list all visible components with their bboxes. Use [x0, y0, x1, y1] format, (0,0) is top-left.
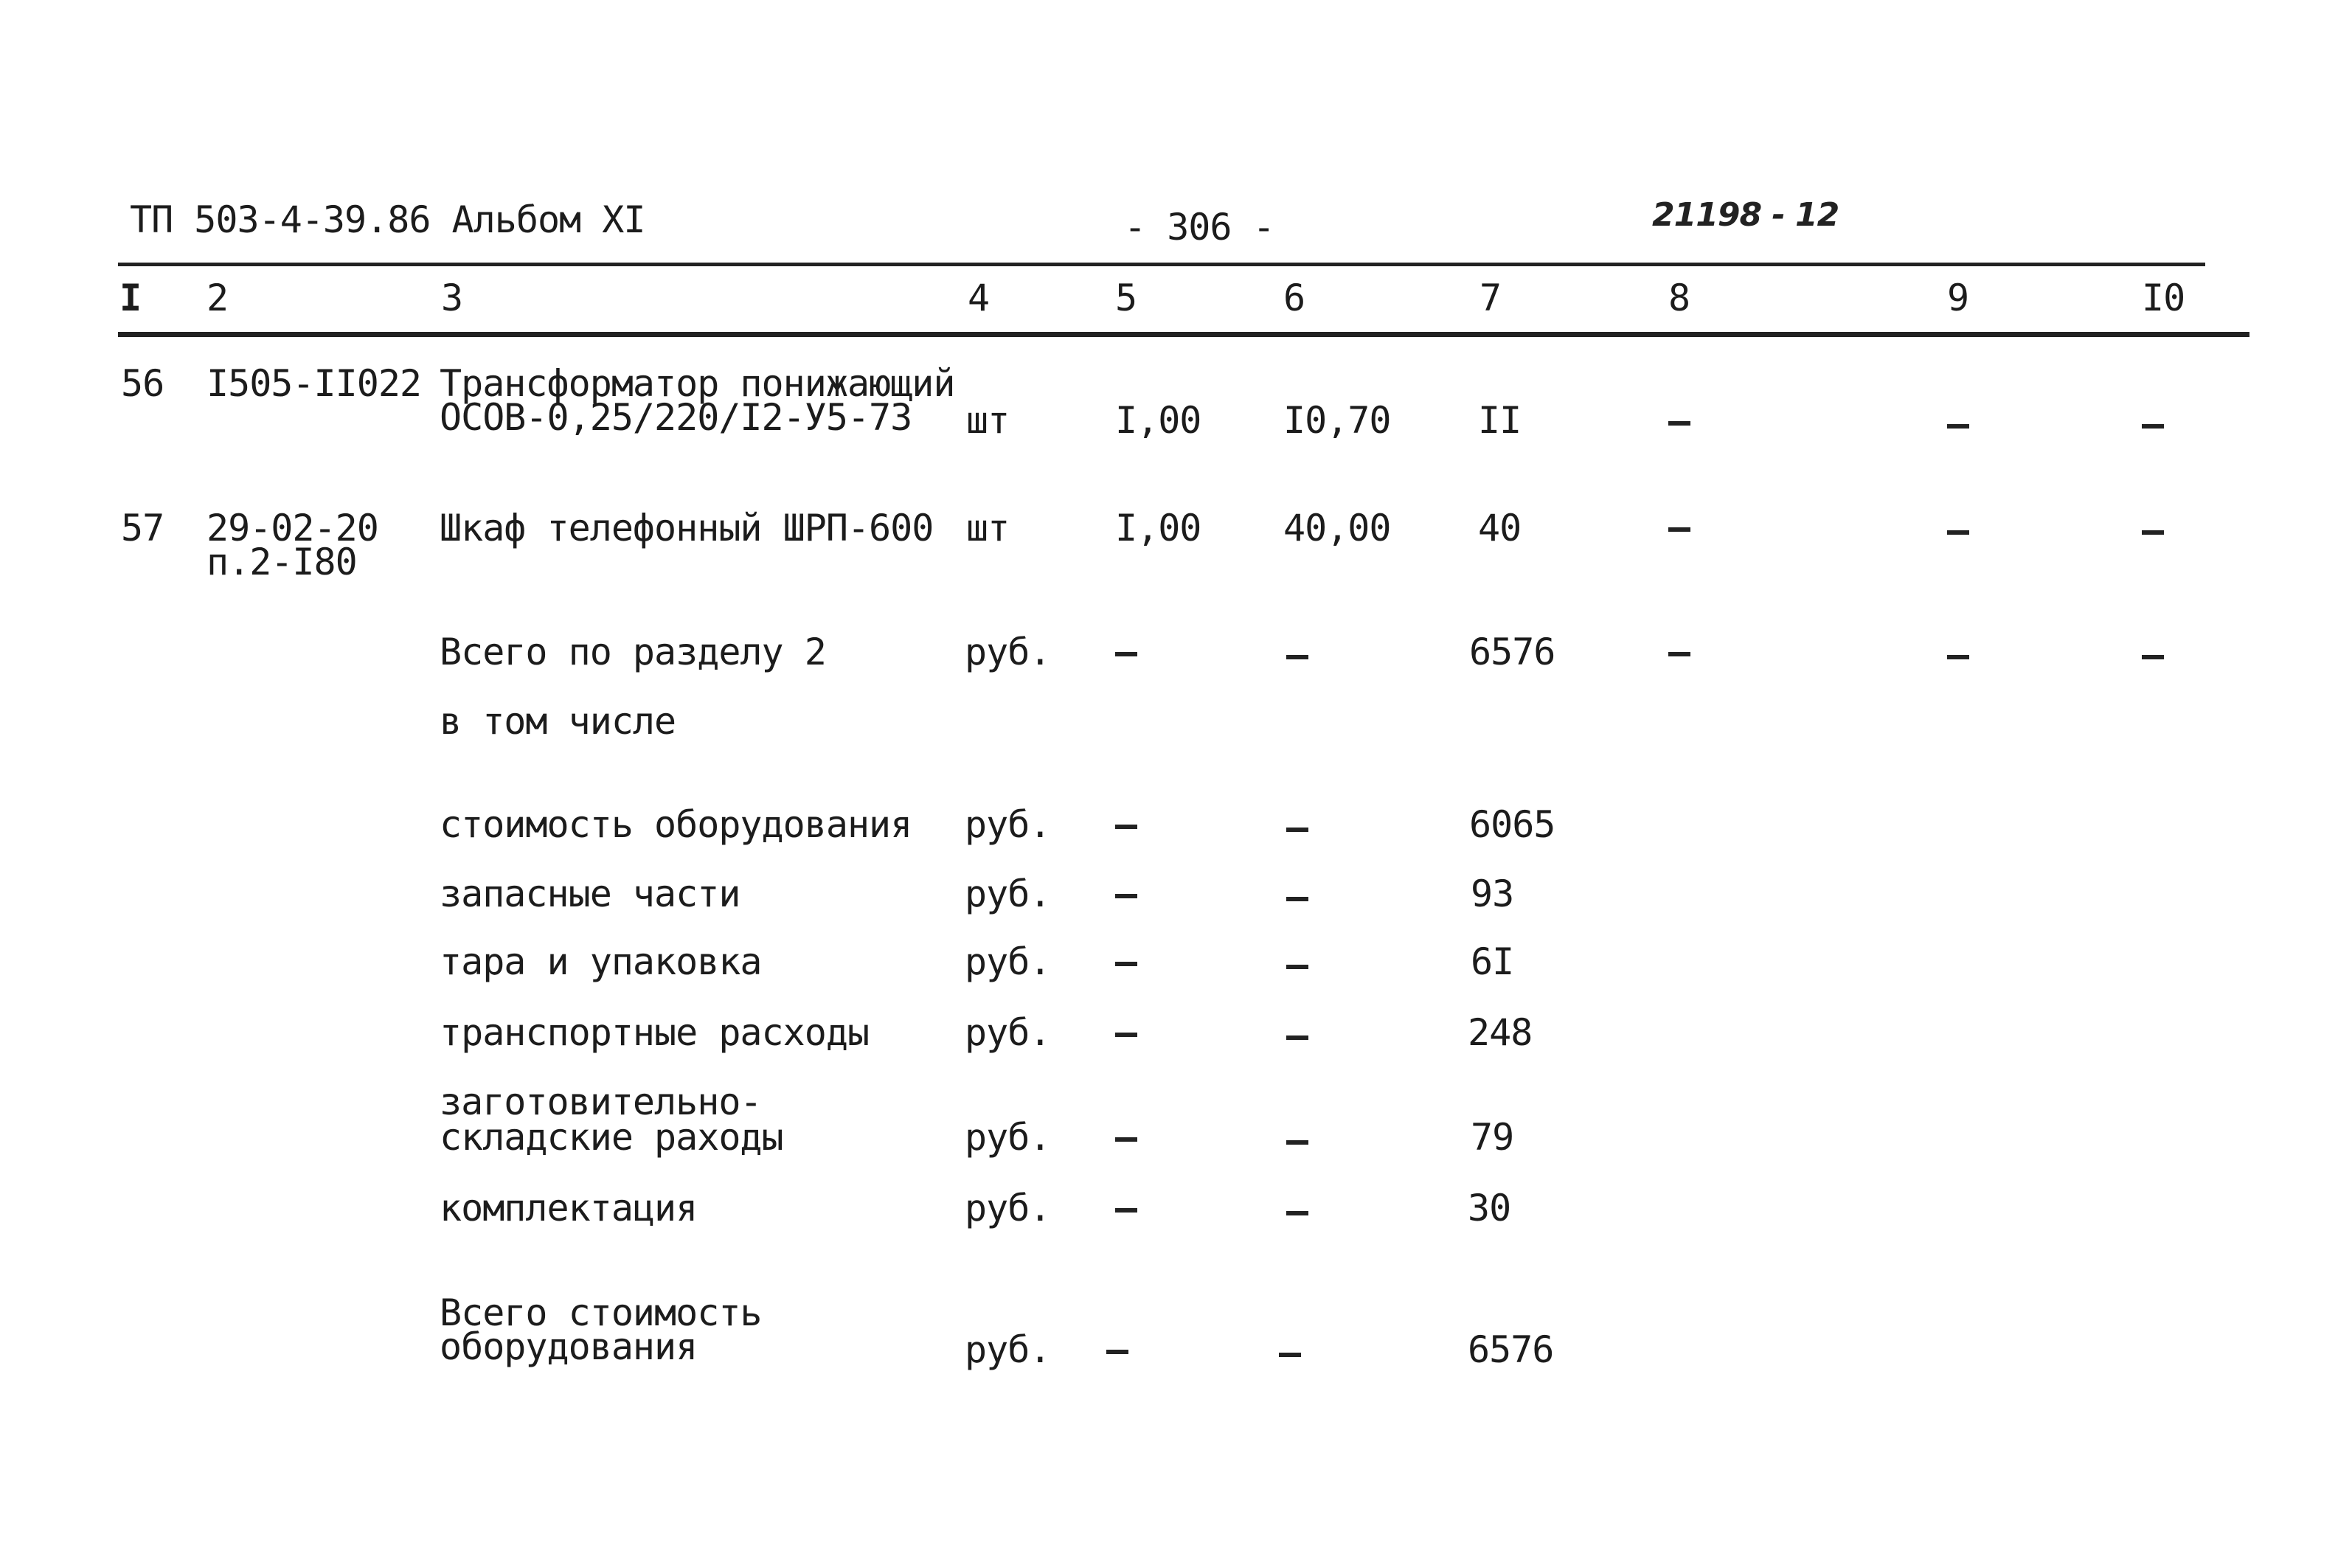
- row-code: I505-II022: [207, 362, 422, 405]
- dash-col-6: [1286, 828, 1308, 832]
- grand-total-label-line-2: оборудования: [440, 1325, 698, 1368]
- row-total: 40: [1478, 507, 1522, 549]
- breakdown-unit: руб.: [965, 1187, 1051, 1229]
- row-unit: шт: [966, 399, 1010, 442]
- dash-col-6: [1286, 965, 1308, 969]
- dash-col-6: [1279, 1353, 1301, 1357]
- header-bottom-rule: [118, 332, 2249, 337]
- dash-col-5: [1115, 1033, 1137, 1037]
- breakdown-value: 93: [1471, 873, 1514, 915]
- dash-col-6: [1286, 1211, 1308, 1215]
- dash-col-10: [2142, 530, 2164, 535]
- col-header-1: I: [119, 277, 142, 319]
- dash-col-10: [2142, 424, 2164, 429]
- breakdown-value: 6I: [1471, 940, 1514, 983]
- row-price: I0,70: [1283, 399, 1391, 442]
- col-header-5: 5: [1115, 277, 1137, 319]
- dash-col-6: [1286, 655, 1308, 659]
- row-quantity: I,00: [1115, 399, 1201, 442]
- col-header-8: 8: [1668, 277, 1690, 319]
- dash-col-5: [1115, 962, 1137, 966]
- document-reference: ТП 503-4-39.86 Альбом XI: [130, 198, 645, 241]
- dash-col-9: [1947, 655, 1969, 659]
- row-name-line-2: ОСОВ-0,25/220/I2-У5-73: [440, 396, 912, 439]
- col-header-2: 2: [207, 277, 229, 319]
- grand-total-value: 6576: [1468, 1328, 1554, 1371]
- page-number: - 306 -: [1124, 206, 1274, 249]
- dash-col-5: [1115, 894, 1137, 898]
- col-header-9: 9: [1947, 277, 1969, 319]
- breakdown-label: комплектация: [440, 1187, 698, 1229]
- dash-col-8: [1668, 421, 1690, 426]
- handwritten-code: 21198 - 12: [1652, 196, 1839, 234]
- section-total-value: 6576: [1469, 631, 1555, 673]
- breakdown-unit: руб.: [965, 1116, 1051, 1159]
- row-number: 57: [121, 507, 164, 549]
- row-unit: шт: [966, 507, 1010, 549]
- dash-col-5: [1106, 1350, 1128, 1354]
- col-header-4: 4: [968, 277, 990, 319]
- row-code-line-2: п.2-I80: [207, 541, 357, 583]
- row-price: 40,00: [1283, 507, 1391, 549]
- breakdown-label: стоимость оборудования: [440, 803, 912, 846]
- grand-total-unit: руб.: [965, 1328, 1051, 1371]
- breakdown-value: 30: [1468, 1187, 1511, 1229]
- dash-col-5: [1115, 825, 1137, 829]
- breakdown-unit: руб.: [965, 803, 1051, 846]
- row-name: Шкаф телефонный ШРП-600: [440, 507, 934, 549]
- breakdown-unit: руб.: [965, 873, 1051, 915]
- dash-col-9: [1947, 424, 1969, 429]
- including-label: в том числе: [440, 700, 676, 743]
- col-header-6: 6: [1283, 277, 1305, 319]
- section-total-unit: руб.: [965, 631, 1051, 673]
- grand-total-label-line-1: Всего стоимость: [440, 1291, 762, 1334]
- dash-col-8: [1668, 527, 1690, 532]
- dash-col-5: [1115, 1137, 1137, 1142]
- breakdown-value: 79: [1471, 1116, 1514, 1159]
- dash-col-10: [2142, 655, 2164, 659]
- row-code-line-1: 29-02-20: [207, 507, 378, 549]
- breakdown-label: запасные части: [440, 873, 740, 915]
- col-header-7: 7: [1479, 277, 1502, 319]
- col-header-3: 3: [441, 277, 463, 319]
- col-header-10: I0: [2142, 277, 2185, 319]
- section-total-label: Всего по разделу 2: [440, 631, 826, 673]
- row-name-line-1: Трансформатор понижающий: [440, 362, 955, 405]
- breakdown-value: 6065: [1469, 803, 1555, 846]
- breakdown-label: транспортные расходы: [440, 1011, 870, 1054]
- breakdown-label: тара и упаковка: [440, 940, 762, 983]
- dash-col-5: [1115, 652, 1137, 656]
- dash-col-6: [1286, 1140, 1308, 1145]
- row-number: 56: [121, 362, 164, 405]
- breakdown-label-line-1: заготовительно-: [440, 1080, 762, 1123]
- dash-col-6: [1286, 1035, 1308, 1040]
- breakdown-label-line-2: складские раходы: [440, 1116, 783, 1159]
- dash-col-8: [1668, 652, 1690, 656]
- dash-col-6: [1286, 897, 1308, 901]
- row-quantity: I,00: [1115, 507, 1201, 549]
- breakdown-unit: руб.: [965, 1011, 1051, 1054]
- breakdown-value: 248: [1468, 1011, 1533, 1054]
- row-total: II: [1478, 399, 1522, 442]
- breakdown-unit: руб.: [965, 940, 1051, 983]
- top-rule: [118, 263, 2205, 266]
- dash-col-9: [1947, 530, 1969, 535]
- dash-col-5: [1115, 1208, 1137, 1213]
